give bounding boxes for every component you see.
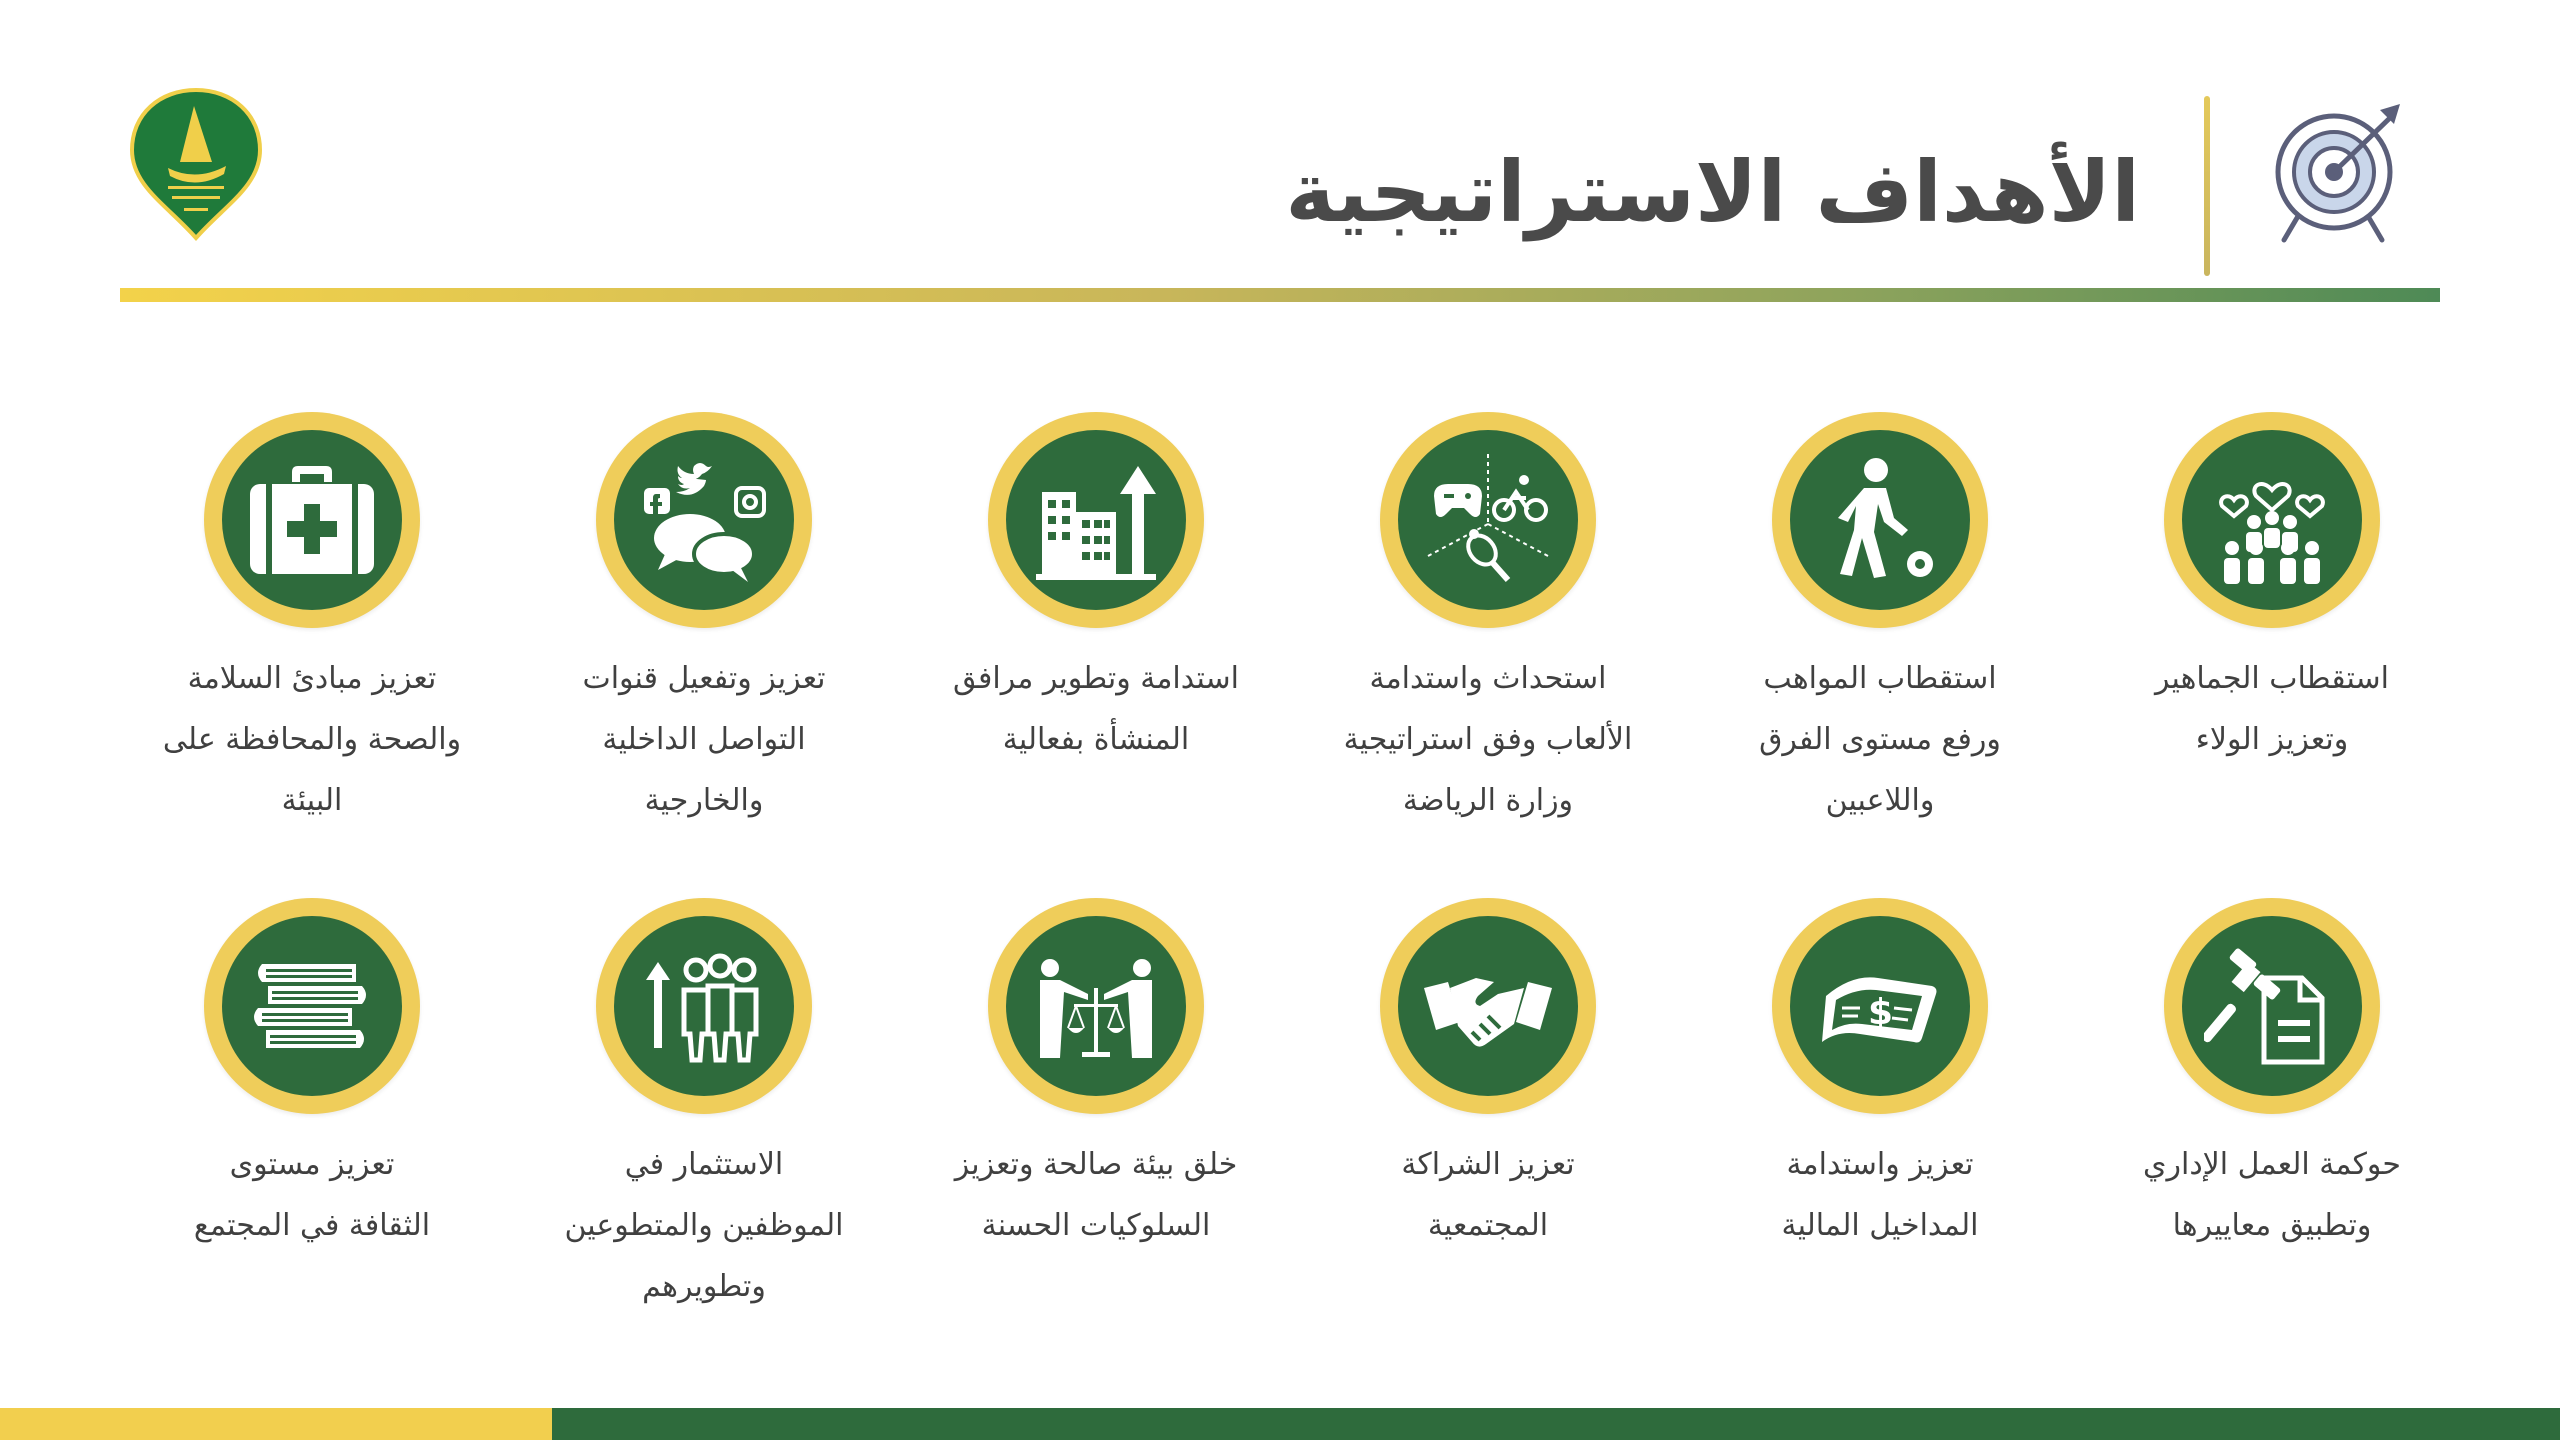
footer-bar-green xyxy=(552,1408,2560,1440)
goal-medal xyxy=(988,898,1204,1114)
social-chat-icon xyxy=(636,452,772,588)
header-divider xyxy=(2204,96,2210,276)
goal-label: تعزيز واستدامة المداخيل المالية xyxy=(1781,1147,1979,1243)
building-growth-icon xyxy=(1028,452,1164,588)
games-sports-icon xyxy=(1420,452,1556,588)
gavel-document-icon xyxy=(2204,938,2340,1074)
goal-label: تعزيز الشراكة المجتمعية xyxy=(1401,1147,1575,1243)
goal-label: استحداث واستدامة الألعاب وفق استراتيجية وزارة الرياضة xyxy=(1343,661,1633,818)
goal-medal xyxy=(2164,412,2380,628)
money-bill-icon xyxy=(1812,938,1948,1074)
books-stack-icon xyxy=(244,938,380,1074)
goal-label: خلق بيئة صالحة وتعزيز السلوكيات الحسنة xyxy=(954,1147,1238,1243)
walking-player-icon xyxy=(1812,452,1948,588)
fans-hearts-icon xyxy=(2204,452,2340,588)
team-growth-icon xyxy=(636,938,772,1074)
goal-medal xyxy=(204,412,420,628)
svg-text:$: $ xyxy=(1868,992,1894,1033)
handshake-icon xyxy=(1420,938,1556,1074)
goal-label: تعزيز وتفعيل قنوات التواصل الداخلية والخارجية xyxy=(582,661,826,818)
header-underline xyxy=(120,288,2440,302)
goal-medal xyxy=(2164,898,2380,1114)
goal-medal xyxy=(988,412,1204,628)
goal-label: الاستثمار في الموظفين والمتطوعين وتطويرهم xyxy=(564,1147,844,1304)
first-aid-kit-icon xyxy=(244,452,380,588)
goal-label: استدامة وتطوير مرافق المنشأة بفعالية xyxy=(953,661,1239,757)
page-title: الأهداف الاستراتيجية xyxy=(1285,143,2140,241)
goal-medal xyxy=(1380,412,1596,628)
goal-medal xyxy=(1772,898,1988,1114)
justice-scale-icon xyxy=(1028,938,1164,1074)
goal-medal xyxy=(596,412,812,628)
goal-label: استقطاب المواهب ورفع مستوى الفرق واللاعبين xyxy=(1759,661,2001,818)
goal-label: حوكمة العمل الإداري وتطبيق معاييرها xyxy=(2143,1147,2401,1243)
goal-medal xyxy=(1772,412,1988,628)
goal-medal xyxy=(204,898,420,1114)
goal-medal xyxy=(1380,898,1596,1114)
goal-label: استقطاب الجماهير وتعزيز الولاء xyxy=(2155,661,2389,757)
goal-label: تعزيز مستوى الثقافة في المجتمع xyxy=(193,1147,431,1243)
club-logo xyxy=(128,86,264,242)
goal-medal xyxy=(596,898,812,1114)
footer-bar-gold xyxy=(0,1408,552,1440)
target-arrow-icon xyxy=(2262,100,2412,250)
goal-label: تعزيز مبادئ السلامة والصحة والمحافظة على البيئة xyxy=(162,661,462,818)
